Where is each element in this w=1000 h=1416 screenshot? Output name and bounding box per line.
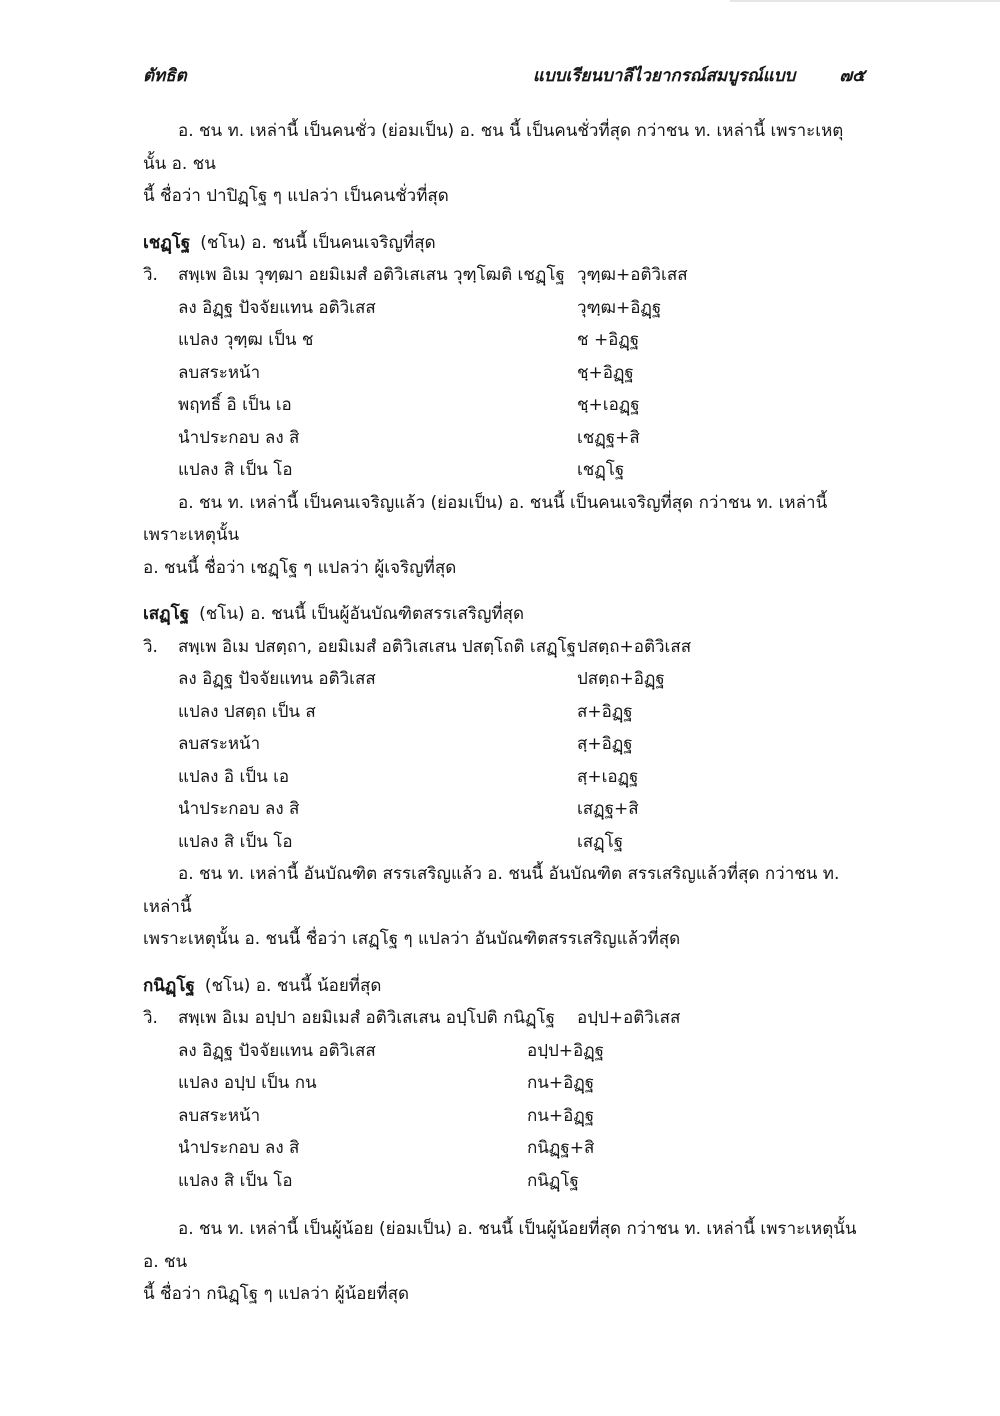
analysis-text: สพฺเพ อิเม วุฑฺฒา อยมิเมสํ อติวิเสเสน วุฑฺโฒติ เชฏฺโฐ [178,265,565,285]
derivation-step [143,422,865,455]
headword-gloss: (ชโน) อ. ชนนี้ น้อยที่สุด [204,975,382,996]
step-rule: แปลง สิ เป็น โอ [178,1170,293,1191]
analysis-text: สพฺเพ อิเม อปฺปา อยมิเมสํ อติวิเสเสน อปฺโปติ กนิฏฺโฐ [178,1008,555,1028]
step-rule: แปลง ปสตฺถ เป็น ส [178,701,316,722]
step-rule: นำประกอบ ลง สิ [178,427,300,448]
paragraph-line: นี้ ชื่อว่า ปาปิฏฺโฐ ๆ แปลว่า เป็นคนชั่วที่สุด [143,186,449,206]
entry-heading [143,970,865,1003]
step-result: วุฑฺฒ+อิฏฺฐ [577,297,662,318]
derivation-step [143,324,865,357]
paragraph-line: อ. ชน ท. เหล่านี้ เป็นผู้น้อย (ย่อมเป็น) อ. ชนนี้ เป็นผู้น้อยที่สุด กว่าชน ท. เหล่านี้ เพราะเหตุนั้น อ. ชน [143,1219,857,1272]
entry-explanation [143,487,865,585]
step-result: เสฏฺโฐ [577,831,624,852]
entry-settho [143,598,865,956]
step-result: ส+อิฏฺฐ [577,701,633,722]
derivation-step [143,696,865,729]
derivation-step [143,1165,865,1198]
analysis-label: วิ. [143,265,158,285]
analysis-row [143,631,865,664]
step-rule: ลง อิฏฺฐ ปัจจัยแทน อติวิเสส [178,669,376,689]
step-result: ชฺ+เอฏฺฐ [577,395,640,415]
derivation-step [143,454,865,487]
derivation-step [143,389,865,422]
analysis-result: อปฺป+อติวิเสส [577,1008,681,1028]
derivation-step [143,1100,865,1133]
headword: เสฏฺโฐ [143,604,190,624]
analysis-result: วุฑฺฒ+อติวิเสส [577,265,688,285]
derivation-step [143,793,865,826]
step-result: สฺ+อิฏฺฐ [577,734,633,754]
paragraph-line: อ. ชนนี้ ชื่อว่า เชฏฺโฐ ๆ แปลว่า ผู้เจริญที่สุด [143,557,457,578]
entry-heading [143,227,865,260]
step-rule: แปลง วุฑฺฒ เป็น ช [178,330,314,350]
page-body [143,115,865,1311]
derivation-step [143,826,865,859]
headword: เชฏฺโฐ [143,232,191,253]
step-result: กนิฏฺฐ+สิ [527,1138,595,1158]
headword-gloss: (ชโน) อ. ชนนี้ เป็นผู้อันบัณฑิตสรรเสริญที่สุด [199,604,525,624]
step-rule: ลบสระหน้า [178,1105,261,1126]
step-result: อปฺป+อิฏฺฐ [527,1040,605,1061]
page-number: ๗๕ [839,66,865,86]
step-rule: พฤทธิ์ อิ เป็น เอ [178,395,292,415]
derivation-step [143,1067,865,1100]
step-result: กนิฏฺโฐ [527,1170,579,1191]
header-right [533,60,865,92]
derivation-step [143,761,865,794]
step-result: กน+อิฏฺฐ [527,1105,595,1126]
derivation-step [143,292,865,325]
step-rule: ลง อิฏฺฐ ปัจจัยแทน อติวิเสส [178,297,376,318]
step-rule: ลง อิฏฺฐ ปัจจัยแทน อติวิเสส [178,1040,376,1061]
entry-kanittho [143,970,865,1311]
step-result: ช +อิฏฺฐ [577,330,640,350]
step-rule: นำประกอบ ลง สิ [178,799,300,819]
chapter-title: ตัทธิต [143,66,187,86]
step-result: กน+อิฏฺฐ [527,1073,595,1093]
entry-explanation [143,858,865,956]
book-title: แบบเรียนบาลีไวยากรณ์สมบูรณ์แบบ [532,66,796,86]
step-result: ชฺ+อิฏฺฐ [577,362,634,383]
paragraph-line: อ. ชน ท. เหล่านี้ เป็นคนเจริญแล้ว (ย่อมเป็น) อ. ชนนี้ เป็นคนเจริญที่สุด กว่าชน ท. เหล่านี้ เพราะเหตุนั้น [143,492,828,545]
step-result: เชฏฺโฐ [577,460,625,480]
analysis-label: วิ. [143,1008,158,1028]
running-header [143,60,865,92]
entry-explanation [143,1213,865,1311]
paragraph-line: นี้ ชื่อว่า กนิฏฺโฐ ๆ แปลว่า ผู้น้อยที่สุด [143,1284,410,1304]
paragraph-line: เพราะเหตุนั้น อ. ชนนี้ ชื่อว่า เสฏฺโฐ ๆ แปลว่า อันบัณฑิตสรรเสริญแล้วที่สุด [143,929,681,949]
derivation-step [143,1035,865,1068]
paragraph-line: อ. ชน ท. เหล่านี้ เป็นคนชั่ว (ย่อมเป็น) อ. ชน นี้ เป็นคนชั่วที่สุด กว่าชน ท. เหล่านี้ เพราะเหตุนั้น อ. ชน [143,121,844,174]
analysis-row [143,259,865,292]
step-result: เชฏฺฐ+สิ [577,427,640,448]
headword: กนิฏฺโฐ [143,975,195,996]
step-result: เสฏฺฐ+สิ [577,799,639,819]
derivation-step [143,1132,865,1165]
analysis-label: วิ. [143,636,158,657]
scan-edge-line [730,0,1000,2]
headword-gloss: (ชโน) อ. ชนนี้ เป็นคนเจริญที่สุด [200,232,436,253]
entry-chettho [143,227,865,585]
step-rule: แปลง อปฺป เป็น กน [178,1073,317,1093]
step-rule: แปลง อิ เป็น เอ [178,766,290,787]
derivation-step [143,663,865,696]
step-rule: ลบสระหน้า [178,362,261,383]
step-result: ปสตฺถ+อิฏฺฐ [577,669,665,689]
paragraph-line: อ. ชน ท. เหล่านี้ อันบัณฑิต สรรเสริญแล้ว อ. ชนนี้ อันบัณฑิต สรรเสริญแล้วที่สุด กว่าชน ท. เหล่านี้ [143,864,840,917]
step-rule: ลบสระหน้า [178,734,261,754]
analysis-result: ปสตฺถ+อติวิเสส [577,636,692,657]
analysis-row [143,1002,865,1035]
step-rule: นำประกอบ ลง สิ [178,1138,300,1158]
intro-paragraph [143,115,865,213]
derivation-step [143,728,865,761]
entry-heading [143,598,865,631]
step-rule: แปลง สิ เป็น โอ [178,831,293,852]
step-result: สฺ+เอฏฺฐ [577,766,639,787]
step-rule: แปลง สิ เป็น โอ [178,460,293,480]
analysis-text: สพฺเพ อิเม ปสตฺถา, อยมิเมสํ อติวิเสเสน ปสตฺโถติ เสฏฺโฐ [178,636,577,657]
derivation-step [143,357,865,390]
